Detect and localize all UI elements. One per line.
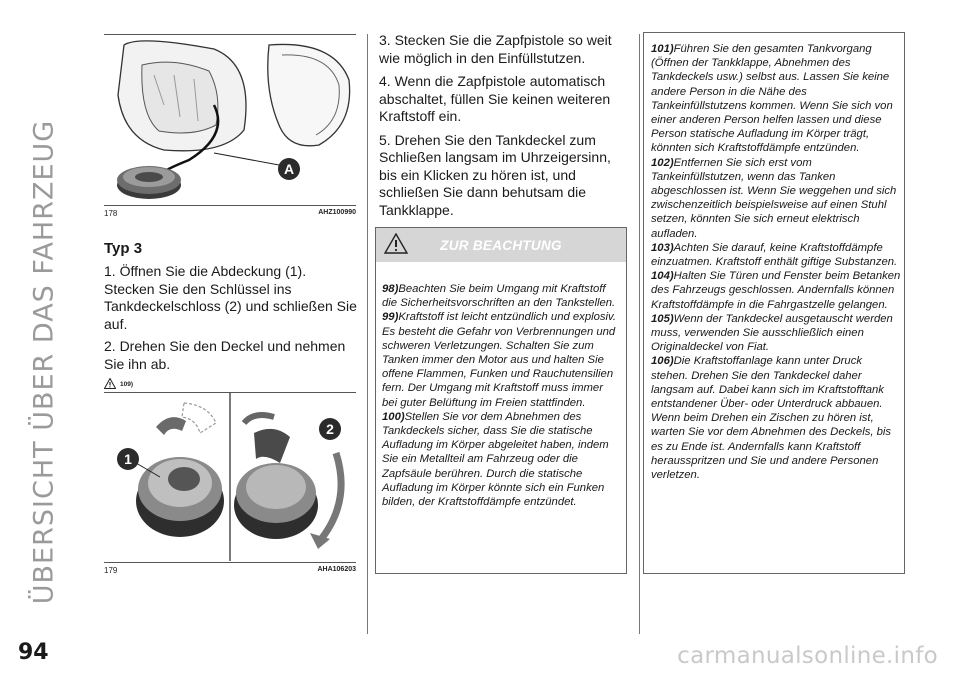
warning-triangle-icon	[104, 378, 116, 389]
section-title: ÜBERSICHT ÜBER DAS FAHRZEUG	[28, 119, 60, 605]
column-divider	[639, 34, 640, 634]
figure-rule	[104, 205, 356, 206]
figure-number: 178	[104, 209, 118, 218]
warning-item-number: 100)	[382, 410, 405, 423]
watermark: carmanualsonline.info	[677, 643, 938, 669]
warning-item	[382, 282, 621, 310]
warning-title: ZUR BEACHTUNG	[440, 237, 562, 253]
warning-item-text: Beachten Sie beim Umgang mit Kraftstoff die Sicherheitsvorschriften an den Tankstellen.	[382, 283, 616, 310]
warning-header	[376, 228, 626, 262]
warning-item-number: 101)	[651, 43, 674, 55]
warning-reference	[104, 378, 359, 389]
figure-rule	[104, 562, 356, 563]
figure-code: AHZ100990	[318, 209, 356, 216]
warning-item-text: Kraftstoff ist leicht entzündlich und explosiv. Es besteht die Gefahr von Verbrennungen und schweren Verletzungen. Schalten Sie zum Tanken immer den Motor aus und halten Sie offene Flammen, Funken und Rauchutensilien fern. Der Umgang mit Kraftstoff muss immer bei guter Belüftung im Freien stattfinden.	[382, 311, 617, 409]
warning-item-number: 106)	[651, 355, 674, 368]
warning-item-text: Halten Sie Türen und Fenster beim Betanken des Fahrzeugs geschlossen. Andernfalls können Kraftstoffdämpfe in die Fahrgastzelle gelangen.	[651, 270, 901, 311]
section-heading: Typ 3	[104, 240, 143, 257]
warning-item-number: 105)	[651, 312, 674, 325]
warning-item-number: 104)	[651, 270, 674, 283]
warning-item-text: Entfernen Sie sich erst vom Tankeinfüllstutzen, wenn das Tanken abgeschlossen ist. Wenn Sie weggehen und sich zwischenzeitlich beispielsweise auf einen Stuhl setzen, könnten Sie sich erneut elektrisch aufladen.	[651, 156, 897, 240]
fuel-cap-illustration	[104, 35, 356, 203]
fuel-cap-lock-illustration	[104, 393, 356, 561]
callout-a: A	[283, 161, 295, 177]
warning-item-text: Stellen Sie vor dem Abnehmen des Tankdeckels sicher, dass Sie die statische Aufladung im Körper abgeleitet haben, indem Sie ein Metallteil am Fahrzeug oder die Zapfsäule berühren. Durch die statische Aufladung im Körper könnte sich ein Funken bilden, der Kraftstoffdämpfe entzündet.	[382, 410, 609, 509]
warning-item-text: Die Kraftstoffanlage kann unter Druck stehen. Drehen Sie den Tankdeckel daher langsam auf. Dabei kann sich im Kraftstofftank entstandener Über- oder Unterdruck abbauen. Wenn beim Drehen ein Zischen zu hören ist, warten Sie vor dem Abnehmen des Deckels, bis es zu Ende ist. Andernfalls kann Kraftstoff herausspritzen und Sie und andere Personen verletzen.	[651, 355, 892, 482]
page-number: 94	[18, 640, 49, 665]
warning-item-number: 98)	[382, 283, 399, 295]
warning-item-text: Wenn der Tankdeckel ausgetauscht werden muss, verwenden Sie ausschließlich einen Originaldeckel von Fiat.	[651, 312, 893, 354]
warning-item-number: 102)	[651, 156, 674, 169]
figure-number: 179	[104, 566, 118, 575]
column-3	[645, 32, 907, 482]
warning-item	[651, 269, 901, 312]
warning-item	[651, 354, 901, 482]
column-2	[379, 32, 631, 225]
column-1	[104, 240, 359, 389]
warning-item	[651, 42, 901, 156]
figure-179	[104, 392, 356, 577]
step-3: 3. Stecken Sie die Zapfpistole so weit wie möglich in den Einfüllstutzen.	[379, 32, 612, 66]
callout-1: 1	[124, 451, 132, 467]
column-divider	[367, 34, 368, 634]
callout-2: 2	[326, 421, 334, 437]
figure-code: AHA106203	[317, 566, 356, 573]
warning-item-text: Achten Sie darauf, keine Kraftstoffdämpfe einzuatmen. Kraftstoff enthält giftige Substanzen.	[651, 241, 898, 269]
warning-triangle-icon	[384, 233, 408, 254]
warning-item-number: 99)	[382, 311, 399, 324]
warning-item	[382, 410, 621, 509]
warning-item	[382, 310, 621, 409]
reference-number: 109)	[120, 381, 134, 388]
warning-item	[651, 241, 901, 269]
warning-item	[651, 312, 901, 355]
step-1: 1. Öffnen Sie die Abdeckung (1). Stecken Sie den Schlüssel ins Tankdeckelschloss (2) und schließen Sie auf.	[104, 263, 357, 332]
step-4: 4. Wenn die Zapfpistole automatisch abschaltet, füllen Sie keinen weiteren Kraftstoff ein.	[379, 73, 611, 124]
figure-178	[104, 34, 356, 219]
warning-item	[651, 156, 901, 241]
step-2: 2. Drehen Sie den Deckel und nehmen Sie ihn ab.	[104, 338, 346, 372]
warning-box	[375, 227, 627, 574]
warning-item-text: Führen Sie den gesamten Tankvorgang (Öffnen der Tankklappe, Abnehmen des Tankdeckels usw.) selbst aus. Lassen Sie keine andere Person in die Nähe des Tankeinfüllstutzens kommen. Wenn Sie sich von einer anderen Person helfen lassen und diese Person statische Aufladung im Körper trägt, könnten sich Kraftstoffdämpfe entzünden.	[651, 43, 893, 155]
step-5: 5. Drehen Sie den Tankdeckel zum Schließen langsam im Uhrzeigersinn, bis ein Klicken zu hören ist, und schließen Sie dann behutsam die Tankklappe.	[379, 131, 611, 218]
warning-body	[376, 262, 626, 509]
warning-item-number: 103)	[651, 241, 674, 254]
